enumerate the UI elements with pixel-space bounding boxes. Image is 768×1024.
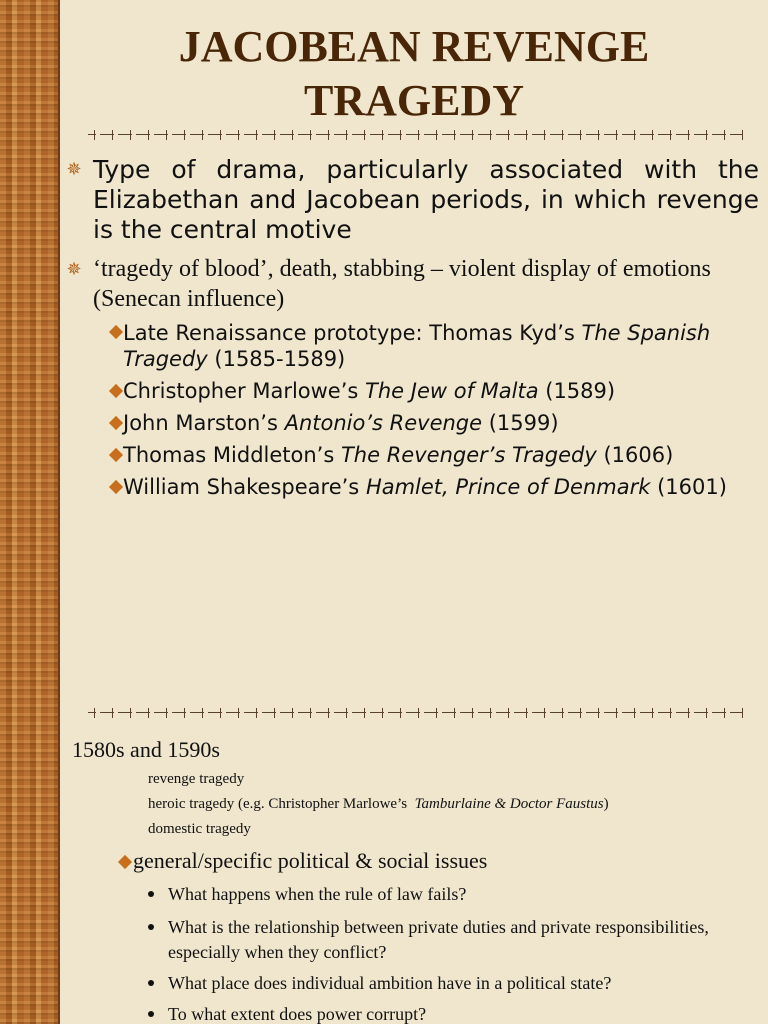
bullet-dot-icon [148, 891, 154, 897]
play-title: The Jew of Malta [365, 379, 539, 403]
period-item: revenge tragedy [148, 771, 245, 787]
period-heading: 1580s and 1590s [72, 737, 220, 762]
question-item: To what extent does power corrupt? [168, 1004, 427, 1024]
diamond-bullet-icon [118, 855, 132, 869]
play-date: (1585-1589) [207, 347, 346, 371]
decorative-border-strip [0, 0, 60, 700]
heroic-play-titles: Tamburlaine & Doctor Faustus [414, 796, 604, 812]
slide-2 [0, 700, 768, 1024]
decorative-border-strip [0, 700, 60, 1024]
play-title: The Revenger’s Tragedy [340, 443, 597, 467]
play-date: (1606) [596, 443, 674, 467]
question-item: What happens when the rule of law fails? [168, 884, 467, 904]
period-item: domestic tragedy [148, 821, 251, 837]
dashed-divider [88, 130, 743, 140]
bullet-dot-icon [148, 980, 154, 986]
list-item-shakespeare [123, 474, 759, 500]
period-list [148, 767, 748, 842]
star-bullet-icon: ✵ [66, 259, 82, 280]
diamond-bullet-icon [109, 448, 123, 462]
list-item-marlowe [123, 378, 763, 404]
item-text: William Shakespeare’s [123, 475, 366, 499]
play-date: (1599) [482, 411, 559, 435]
diamond-bullet-icon [109, 480, 123, 494]
title-line-1: JACOBEAN REVENGE [178, 22, 650, 71]
bullet-definition: Type of drama, particularly associated with the Elizabethan and Jacobean periods, in which revenge is the central motive [93, 155, 759, 244]
bullet-dot-icon [148, 924, 154, 930]
list-item-kyd [123, 320, 723, 372]
question-item: What is the relationship between private duties and private responsibilities, especially when they conflict? [168, 917, 709, 962]
slide-title [60, 20, 768, 128]
bullet-dot-icon [148, 1011, 154, 1017]
title-line-2: TRAGEDY [303, 76, 525, 125]
play-title: The Spanish Tragedy [123, 321, 711, 371]
item-text: John Marston’s [123, 411, 285, 435]
period-item [148, 792, 748, 817]
list-item-marston [123, 410, 763, 436]
diamond-bullet-icon [109, 325, 123, 339]
heroic-close: ) [603, 796, 609, 812]
bullet-tragedy-of-blood: ‘tragedy of blood’, death, stabbing – violent display of emotions (Senecan influence) [93, 256, 711, 312]
play-title: Hamlet, Prince of Denmark [365, 475, 651, 499]
heroic-text: heroic tragedy (e.g. Christopher Marlowe’s [148, 796, 408, 812]
item-text: Christopher Marlowe’s [123, 379, 366, 403]
play-date: (1601) [650, 475, 727, 499]
issues-heading: general/specific political & social issues [133, 848, 488, 873]
list-item-middleton [123, 442, 763, 468]
item-text: Thomas Middleton’s [123, 443, 341, 467]
diamond-bullet-icon [109, 416, 123, 430]
play-date: (1589) [538, 379, 616, 403]
question-item: What place does individual ambition have in a political state? [168, 973, 612, 993]
diamond-bullet-icon [109, 384, 123, 398]
item-text: Late Renaissance prototype: Thomas Kyd’s [123, 321, 582, 345]
dashed-divider [88, 708, 743, 718]
star-bullet-icon: ✵ [66, 159, 82, 180]
play-title: Antonio’s Revenge [284, 411, 483, 435]
